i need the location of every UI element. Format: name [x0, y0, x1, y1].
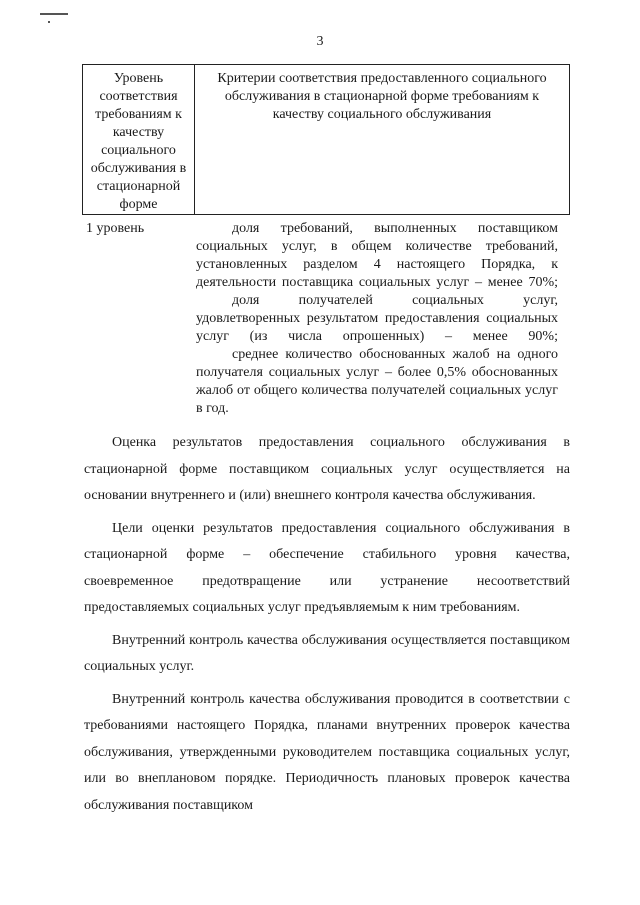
- page-number: 3: [316, 34, 324, 49]
- header-cell-level: Уровень соответствия требованиям к качеству социального обслуживания в стационарной форме: [83, 65, 195, 215]
- paragraph-internal-control-procedure: Внутренний контроль качества обслуживания проводится в соответствии с требованиями настоящего Порядка, планами внутренних проверок качества обслуживания, утвержденными руководителем поставщика социальных услуг, или во внеплановом порядке. Периодичность плановых проверок качества обслуживания поставщиком: [84, 691, 570, 813]
- paragraph-goals: Цели оценки результатов предоставления социального обслуживания в стационарной форме – обеспечение стабильного уровня качества, своевременное предотвращение или устранение несоответствий предоставляемых социальных услуг предъявляемым к ним требованиям.: [84, 520, 570, 615]
- level-1-label: 1 уровень: [86, 221, 145, 236]
- paragraph-assessment: Оценка результатов предоставления социального обслуживания в стационарной форме поставщиком социальных услуг осуществляется на основании внутреннего и (или) внешнего контроля качества обслуживания.: [84, 435, 570, 503]
- criterion-complaints: среднее количество обоснованных жалоб на одного получателя социальных услуг – более 0,5% обоснованных жалоб от общего количества получателей социальных услуг в год.: [196, 347, 558, 416]
- scan-mark-dot: [48, 21, 50, 23]
- scan-mark-top-left: [40, 13, 68, 15]
- table-header-row: [83, 65, 570, 215]
- body-text: [84, 430, 570, 825]
- paragraph-internal-control: Внутренний контроль качества обслуживания осуществляется поставщиком социальных услуг.: [84, 632, 570, 674]
- header-cell-criteria: Критерии соответствия предоставленного социального обслуживания в стационарной форме требованиям к качеству социального обслуживания: [195, 65, 570, 215]
- criterion-requirements-share: доля требований, выполненных поставщиком социальных услуг, в общем количестве требований, установленных разделом 4 настоящего Порядка, к деятельности поставщика социальных услуг – менее 70%;: [196, 221, 558, 290]
- level-1-criteria: [196, 220, 558, 418]
- criteria-header-table: [82, 64, 570, 215]
- criterion-satisfied-recipients: доля получателей социальных услуг, удовлетворенных результатом предоставления социальных услуг (из числа опрошенных) – менее 90%;: [196, 293, 558, 344]
